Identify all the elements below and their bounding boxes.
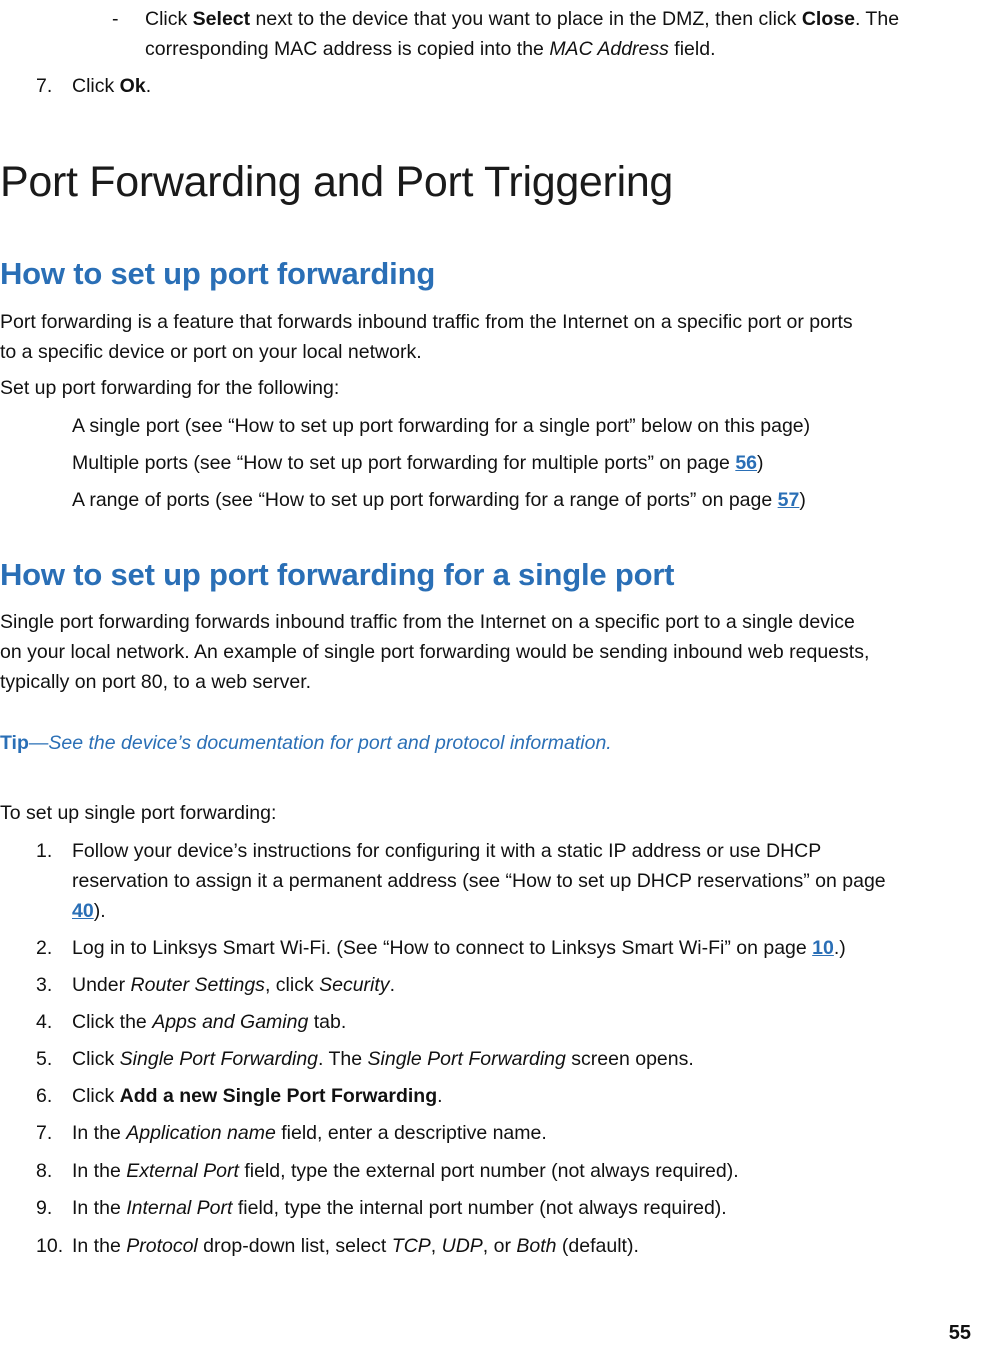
page-link-56[interactable]: 56 xyxy=(735,452,758,474)
step-6-text: Click Add a new Single Port Forwarding. xyxy=(72,1085,443,1107)
forwarding-para-line-1: Port forwarding is a feature that forwards inbound traffic from the Internet on a specific port or ports xyxy=(0,311,853,333)
step-10-number: 10. xyxy=(36,1235,64,1257)
forwarding-item-range: A range of ports (see “How to set up port forwarding for a range of ports” on page 57) xyxy=(72,489,806,511)
dash-item-line-1: Click Select next to the device that you want to place in the DMZ, then click Close. The xyxy=(145,8,900,30)
step-7-text: Click Ok. xyxy=(72,75,152,97)
step-7-number: 7. xyxy=(36,75,53,97)
tip-note: Tip—See the device’s documentation for port and protocol information. xyxy=(0,732,612,754)
section-title: Port Forwarding and Port Triggering xyxy=(0,158,674,206)
forwarding-item-multiple: Multiple ports (see “How to set up port forwarding for multiple ports” on page 56) xyxy=(72,452,764,474)
step-1-line-1: Follow your device’s instructions for configuring it with a static IP address or use DHCP xyxy=(72,840,822,862)
single-para-line-3: typically on port 80, to a web server. xyxy=(0,671,312,693)
page-link-40[interactable]: 40 xyxy=(72,900,94,922)
step-10-text: In the Protocol drop-down list, select TCP, UDP, or Both (default). xyxy=(72,1235,639,1257)
heading-single-port: How to set up port forwarding for a single port xyxy=(0,557,675,592)
dash-item-line-2: corresponding MAC address is copied into the MAC Address field. xyxy=(145,38,716,60)
step-1-number: 1. xyxy=(36,840,53,862)
forwarding-intro: Set up port forwarding for the following: xyxy=(0,377,340,399)
step-5-number: 5. xyxy=(36,1048,53,1070)
step-5-text: Click Single Port Forwarding. The Single Port Forwarding screen opens. xyxy=(72,1048,694,1070)
step-8-number: 8. xyxy=(36,1160,53,1182)
step-8-text: In the External Port field, type the external port number (not always required). xyxy=(72,1160,739,1182)
step-2-number: 2. xyxy=(36,937,53,959)
forwarding-para-line-2: to a specific device or port on your local network. xyxy=(0,341,422,363)
step-9-number: 9. xyxy=(36,1197,53,1219)
step-7b-number: 7. xyxy=(36,1122,53,1144)
steps-intro: To set up single port forwarding: xyxy=(0,802,277,824)
step-1-line-2: reservation to assign it a permanent address (see “How to set up DHCP reservations” on page xyxy=(72,870,886,892)
step-6-number: 6. xyxy=(36,1085,53,1107)
forwarding-item-single: A single port (see “How to set up port forwarding for a single port” below on this page) xyxy=(72,415,811,437)
step-4-number: 4. xyxy=(36,1011,53,1033)
step-9-text: In the Internal Port field, type the internal port number (not always required). xyxy=(72,1197,727,1219)
step-4-text: Click the Apps and Gaming tab. xyxy=(72,1011,347,1033)
heading-port-forwarding: How to set up port forwarding xyxy=(0,256,436,291)
page-link-10[interactable]: 10 xyxy=(812,937,834,959)
dash-bullet: - xyxy=(112,8,119,30)
step-3-text: Under Router Settings, click Security. xyxy=(72,974,395,996)
page-link-57[interactable]: 57 xyxy=(777,489,800,511)
step-7b-text: In the Application name field, enter a descriptive name. xyxy=(72,1122,547,1144)
step-3-number: 3. xyxy=(36,974,53,996)
single-para-line-1: Single port forwarding forwards inbound traffic from the Internet on a specific port to a single device xyxy=(0,611,855,633)
single-para-line-2: on your local network. An example of single port forwarding would be sending inbound web requests, xyxy=(0,641,870,663)
step-2-text: Log in to Linksys Smart Wi-Fi. (See “How to connect to Linksys Smart Wi-Fi” on page 10.) xyxy=(72,937,846,959)
step-1-line-3: 40). xyxy=(72,900,106,922)
page-number: 55 xyxy=(948,1322,971,1344)
